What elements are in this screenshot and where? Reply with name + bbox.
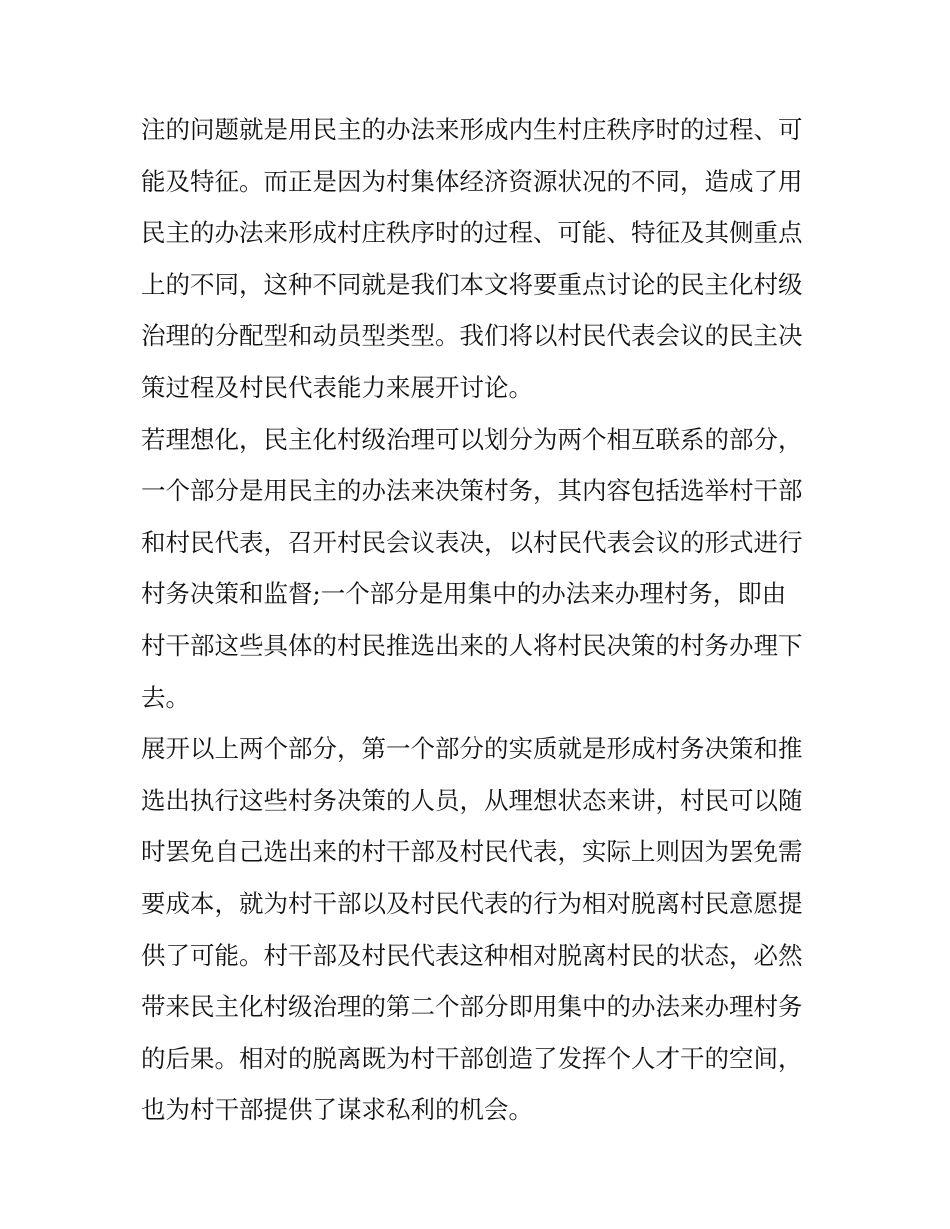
text-line: 带来民主化村级治理的第二个部分即用集中的办法来办理村务 xyxy=(141,992,803,1022)
text-line: 策过程及村民代表能力来展开讨论。 xyxy=(141,372,533,402)
text-line: 也为村干部提供了谋求私利的机会。 xyxy=(141,1095,533,1125)
text-line: 的后果。相对的脱离既为村干部创造了发挥个人才干的空间， xyxy=(141,1043,803,1073)
text-line: 民主的办法来形成村庄秩序时的过程、可能、特征及其侧重点 xyxy=(141,218,803,248)
text-line: 供了可能。村干部及村民代表这种相对脱离村民的状态，必然 xyxy=(141,940,803,970)
text-line: 注的问题就是用民主的办法来形成内生村庄秩序时的过程、可 xyxy=(141,115,803,144)
text-line: 和村民代表，召开村民会议表决，以村民代表会议的形式进行 xyxy=(141,527,803,557)
text-line: 村务决策和监督;一个部分是用集中的办法来办理村务，即由 xyxy=(141,579,787,609)
text-line: 去。 xyxy=(141,682,190,712)
text-line: 要成本，就为村干部以及村民代表的行为相对脱离村民意愿提 xyxy=(141,888,803,918)
text-line: 选出执行这些村务决策的人员，从理想状态来讲，村民可以随 xyxy=(141,785,803,815)
text-line: 若理想化，民主化村级治理可以划分为两个相互联系的部分， xyxy=(141,424,803,454)
text-line: 能及特征。而正是因为村集体经济资源状况的不同，造成了用 xyxy=(141,166,803,196)
text-line: 一个部分是用民主的办法来决策村务，其内容包括选举村干部 xyxy=(141,476,803,506)
text-line: 村干部这些具体的村民推选出来的人将村民决策的村务办理下 xyxy=(141,630,803,660)
text-line: 展开以上两个部分，第一个部分的实质就是形成村务决策和推 xyxy=(141,734,803,764)
text-line: 上的不同，这种不同就是我们本文将要重点讨论的民主化村级 xyxy=(141,269,803,299)
text-line: 治理的分配型和动员型类型。我们将以村民代表会议的民主决 xyxy=(141,321,803,351)
text-line: 时罢免自己选出来的村干部及村民代表，实际上则因为罢免需 xyxy=(141,837,803,867)
body-text xyxy=(141,104,813,1136)
